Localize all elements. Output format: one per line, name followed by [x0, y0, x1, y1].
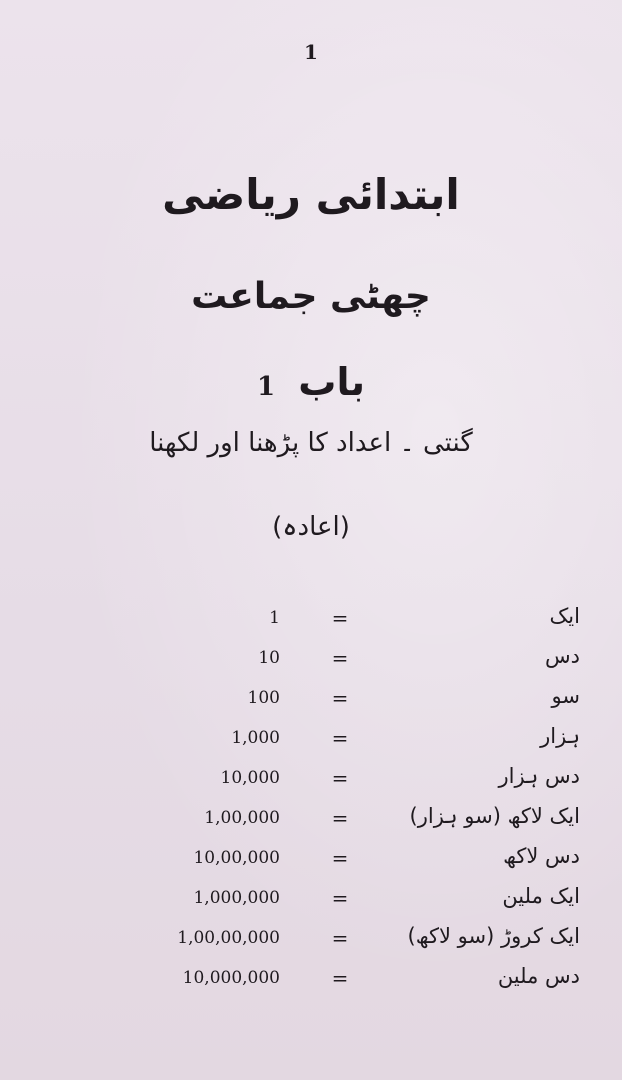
- equals-sign: =: [331, 606, 349, 630]
- number-word: ایک ملین: [502, 884, 580, 908]
- table-row: [140, 920, 580, 960]
- equals-sign: =: [331, 726, 349, 750]
- equals-sign: =: [331, 646, 349, 670]
- number-word: دس: [545, 644, 580, 668]
- equals-sign: =: [331, 806, 349, 830]
- number-word: سو: [551, 684, 580, 708]
- number-value: 1,00,000: [204, 808, 280, 828]
- review-label: (اعادہ): [272, 512, 350, 542]
- number-word: دس ہزار: [498, 764, 580, 788]
- number-table: [140, 600, 580, 1000]
- chapter-number: 1: [256, 372, 276, 402]
- number-value: 1,000: [231, 728, 280, 748]
- number-word: دس ملین: [497, 964, 580, 988]
- table-row: [140, 600, 580, 640]
- number-word: ایک: [549, 604, 580, 628]
- table-row: [140, 680, 580, 720]
- equals-sign: =: [331, 886, 349, 910]
- number-word: ایک کروڑ (سو لاکھ): [407, 924, 580, 948]
- number-value: 10,00,000: [193, 848, 280, 868]
- number-value: 10,000: [220, 768, 280, 788]
- table-row: [140, 720, 580, 760]
- number-value: 1: [269, 608, 280, 628]
- table-row: [140, 640, 580, 680]
- number-value: 100: [247, 688, 280, 708]
- chapter-label: باب: [298, 360, 366, 404]
- number-value: 10: [258, 648, 280, 668]
- table-row: [140, 840, 580, 880]
- equals-sign: =: [331, 926, 349, 950]
- equals-sign: =: [331, 966, 349, 990]
- number-word: ہزار: [540, 724, 580, 748]
- table-row: [140, 760, 580, 800]
- number-word: ایک لاکھ (سو ہزار): [409, 804, 580, 828]
- table-row: [140, 800, 580, 840]
- number-value: 1,00,00,000: [177, 928, 280, 948]
- class-name: چھٹی جماعت: [191, 276, 431, 317]
- number-value: 1,000,000: [193, 888, 280, 908]
- number-word: دس لاکھ: [503, 844, 580, 868]
- equals-sign: =: [331, 686, 349, 710]
- chapter-subtitle: گنتی ۔ اعداد کا پڑھنا اور لکھنا: [149, 428, 473, 458]
- table-row: [140, 880, 580, 920]
- number-value: 10,000,000: [182, 968, 280, 988]
- chapter-heading: [0, 360, 622, 404]
- equals-sign: =: [331, 766, 349, 790]
- page-number: 1: [304, 40, 318, 64]
- equals-sign: =: [331, 846, 349, 870]
- book-title: ابتدائی ریاضی: [162, 170, 460, 219]
- table-row: [140, 960, 580, 1000]
